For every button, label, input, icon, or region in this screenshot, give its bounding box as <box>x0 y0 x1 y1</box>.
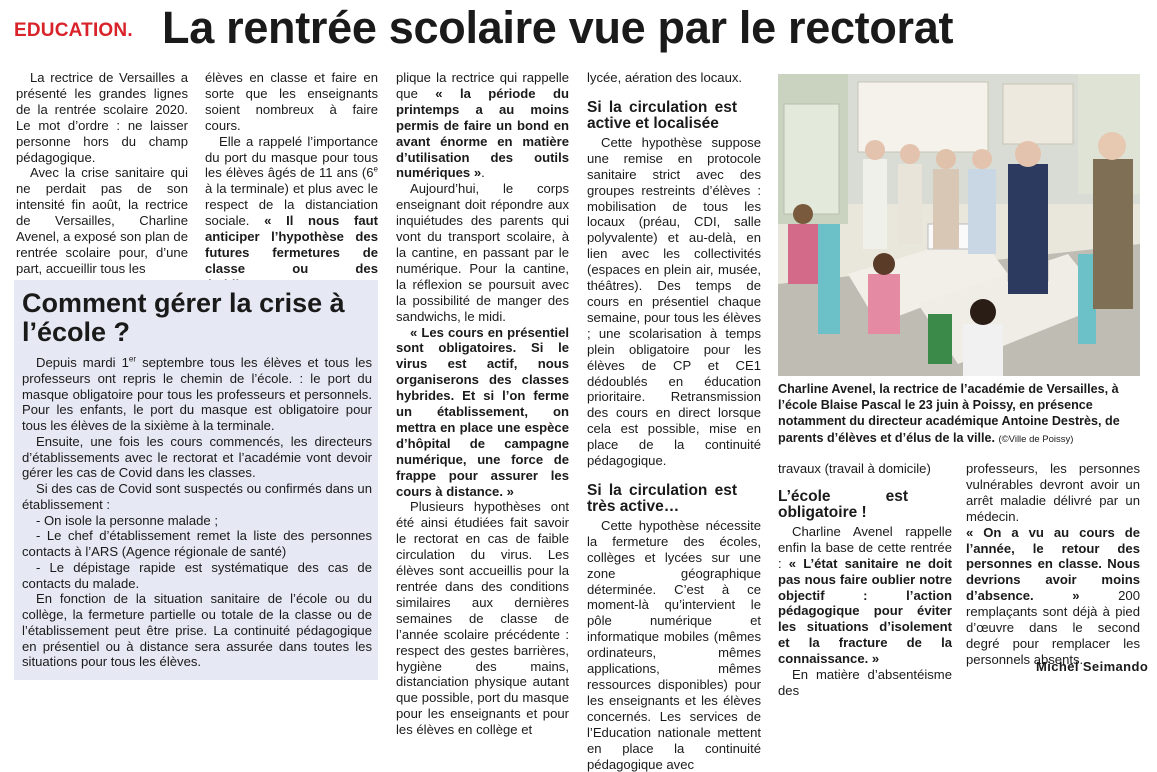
headline: La rentrée scolaire vue par le rectorat <box>162 2 954 53</box>
article-paragraph: élèves en classe et faire en sorte que les enseignants soient nombreux à faire cours. <box>205 70 378 133</box>
sidebar-title: Comment gérer la crise à l’école ? <box>22 288 345 347</box>
sidebar-paragraph: En fonction de la situation sanitaire de l’école ou du collège, la fermeture partielle ou totale de la classe ou de l’établissement peut être prise. La continuité pédagogique en présentiel ou à distance sera assurée dans toutes les situations pour tous les élèves. <box>22 591 372 670</box>
author-signature: Michel Seimando <box>1036 659 1149 674</box>
classroom-photo <box>778 74 1140 376</box>
article-paragraph: Cette hypothèse suppose une remise en protocole sanitaire strict avec des groupes restreints d’élèves : mobilisation de tous les locaux (préau, CDI, salle polyvalente) et au-delà, en lien avec les collectivités (espaces en plein air, musée, théâtres). Des temps de cours en présentiel chaque semaine, pour tous les élèves ; une scolarisation à temps plein obligatoire pour les élèves de CP et CE1 dédoublés en éducation prioritaire. Retransmission des cours en direct lorsque cela est possible, mise en place de la continuité pédagogique. <box>587 134 761 469</box>
subheading: L’école est obligatoire ! <box>778 487 908 522</box>
article-column-5 <box>778 461 952 699</box>
sidebar-list-item: - On isole la personne malade ; <box>36 512 218 528</box>
article-paragraph: plique la rectrice qui rappelle que « la période du printemps a au moins permis de faire un bond en avant énorme en matière d’utilisation des outils numériques ». <box>396 70 570 181</box>
article-paragraph: Plusieurs hypothèses ont été ainsi étudiées fait savoir le rectorat en cas de faible circulation du virus. Les élèves sont accueillis pour la rentrée dans des conditions similaires aux dernières semaines de classe de l’année scolaire précédente : respect des gestes barrières, hygiène des mains, distanciation physique autant que possible, port du masque pour les enseignants et pour les élèves en collège et <box>396 499 569 738</box>
section-kicker: EDUCATION. <box>14 20 133 41</box>
sidebar-paragraph: Si des cas de Covid sont suspectés ou confirmés dans un établissement : <box>22 481 372 512</box>
quote-paragraph: « Les cours en présentiel sont obligatoires. Si le virus est actif, nous organiserons des classes hybrides. Et si l’on ferme un établissement, on mettra en place une espèce d’hôpital de campagne numérique, une force de frappe pour assurer les cours à distance. » <box>396 324 569 499</box>
article-paragraph: « On a vu au cours de l’année, le retour des personnes en classe. Nous devrions avoir moins d’absence. » 200 remplaçants sont déjà à pied d’œuvre dans le second degré pour remplacer les personnels absents. <box>966 524 1140 667</box>
article-paragraph: La rectrice de Versailles a présenté les grandes lignes de la rentrée scolaire 2020. Le mot d’ordre : ne laisser personne hors du champ pédagogique. <box>16 70 188 165</box>
article-paragraph: professeurs, les personnes vulnérables devront avoir un arrêt maladie délivré par un médecin. <box>966 461 1140 524</box>
sidebar-list-item: - Le dépistage rapide est systématique des cas de contacts du malade. <box>22 559 372 591</box>
article-column-1 <box>16 70 188 277</box>
article-paragraph: lycée, aération des locaux. <box>587 70 743 85</box>
sidebar-paragraph: Ensuite, une fois les cours commencés, les directeurs d’établissements avec le rectorat et l’académie vont devoir gérer les cas de Covid dans les classes. <box>22 433 372 481</box>
photo-credit: (©Ville de Poissy) <box>998 433 1074 445</box>
article-paragraph: travaux (travail à domicile) <box>778 461 931 476</box>
sidebar-paragraph: Depuis mardi 1er septembre tous les élèves et tous les professeurs ont repris le chemin de l’école. : le port du masque obligatoire pour tous les professeurs et personnels. Pour les enfants, le port du masque est obligatoire pour tous les élèves de la sixième à la terminale. <box>22 354 372 433</box>
sidebar-text <box>22 355 372 670</box>
subheading: Si la circulation est très active… <box>587 481 737 516</box>
photo-caption: Charline Avenel, la rectrice de l’académie de Versailles, à l’école Blaise Pascal le 23 juin à Poissy, en présence notamment du directeur académique Antoine Destrès, de parents d’élèves et d’élus de la ville. (©Ville de Poissy) <box>778 382 1120 445</box>
quote: « la période du printemps a au moins permis de faire un bond en avant énorme en matière d’utilisation des outils numériques » <box>396 85 570 181</box>
quote: « Il nous faut anticiper l’hypothèse des futures fermetures de classe ou des <box>205 213 378 276</box>
article-column-4 <box>587 70 761 772</box>
article-paragraph: En matière d’absentéisme des <box>778 667 952 698</box>
sidebar-list-item: - Le chef d’établissement remet la liste des personnes contacts à l’ARS (Agence régionale de santé) <box>22 528 372 559</box>
article-column-2 <box>205 70 378 293</box>
article-paragraph: Avec la crise sanitaire qui ne perdait pas de son intensité fin août, la rectrice de Versailles, Charline Avenel, a exposé son plan de rentrée scolaire pour, d’une part, accueillir tous les <box>16 165 188 276</box>
article-paragraph: Aujourd’hui, le corps enseignant doit répondre aux inquiétudes des parents qui vont du transport scolaire, à la cantine, en passant par le numérique. Pour la cantine, la réflexion se poursuit avec la possibilité de manger des sandwichs, le midi. <box>396 181 569 324</box>
article-column-6 <box>966 461 1140 668</box>
subheading: Si la circulation est active et localisée <box>587 98 737 133</box>
article-paragraph: Elle a rappelé l’importance du port du masque pour tous les élèves âgés de 11 ans (6e à la terminale) et plus avec le respect de la distanciation sociale. « Il nous faut anticiper l’hypothèse des futures fermetures de classe ou des <box>205 134 378 293</box>
classroom-photo-illustration <box>778 74 1140 376</box>
quote: « On a vu au cours de l’année, le retour des personnes en classe. Nous devrions avoir moins d’absence. » <box>966 524 1140 604</box>
article-paragraph: Cette hypothèse nécessite la fermeture des écoles, collèges et lycées sur une zone géographique déterminée. C’est à ce moment-là qu’intervient le pôle numérique et informatique mobiles (mêmes ordinateurs, mêmes applications, mêmes ressources disponibles) pour les enseignants et les élèves concernés. Les services de l’Education nationale mettent en place la continuité pédagogique avec <box>587 517 761 772</box>
article-paragraph: Charline Avenel rappelle enfin la base de cette rentrée : « L’état sanitaire ne doit pas nous faire oublier notre objectif : l’action pédagogique pour éviter les situations d’isolement et la fracture de la connaissance. » <box>778 523 952 667</box>
quote: « L’état sanitaire ne doit pas nous faire oublier notre objectif : l’action pédagogique pour éviter les situations d’isolement et la fracture de la connaissance. » <box>778 555 952 667</box>
article-column-3 <box>396 70 569 738</box>
